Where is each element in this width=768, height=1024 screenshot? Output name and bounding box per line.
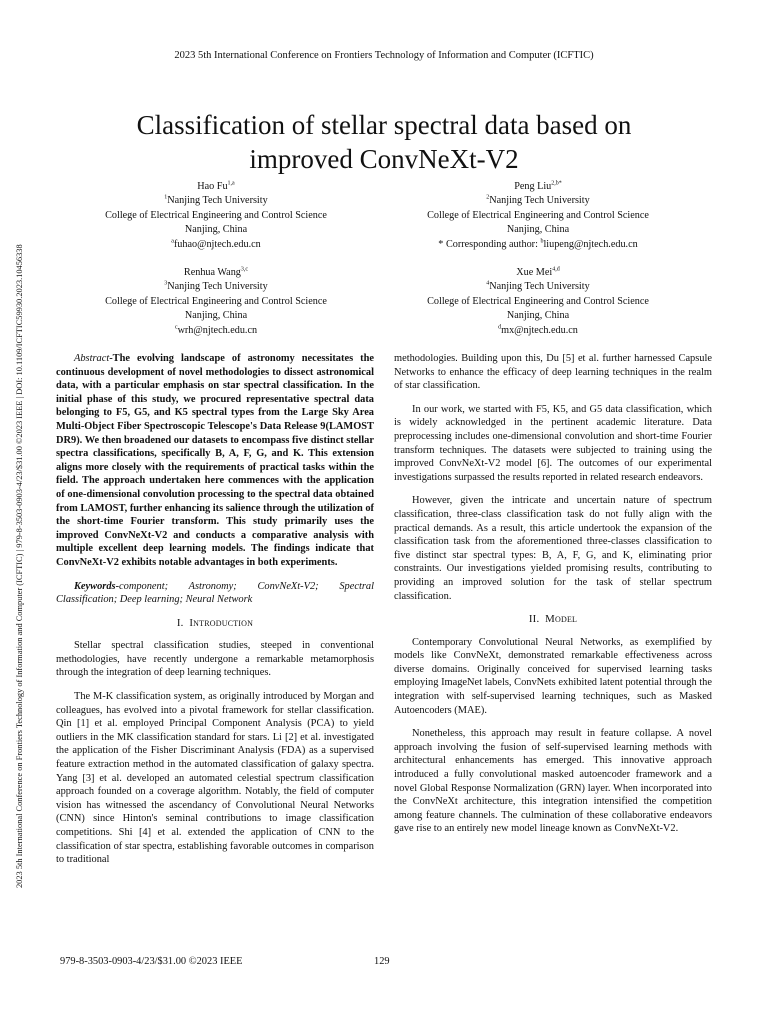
author-city: Nanjing, China [184,224,248,236]
abstract-text: -The evolving landscape of astronomy necessitates the continuous development of novel methodologies to dissect astronomical data, with a particular emphasis on star spectral classification. In the initial phase of this study, we procured representative spectral data belonging to F5, G5, and K5 spectral types from the Large Sky Area Multi-Object Fiber Spectroscopic Telescope's Data Release 9(LAMOST DR9). We then broadened our datasets to encompass five distinct stellar spectra classifications, specifically B, A, F, G, and K. This extension aligns more closely with the requirements of practical tasks within the field. The approach undertaken here commences with the application of one-dimensional convolution processing to the spectral data obtained from LAMOST, further enhancing its salience through the utilization of the short-time Fourier transform. This study primarily uses the improved ConvNeXt-V2 and conducts a comparative analysis with multiple excellent deep learning models. The findings indicate that ConvNeXt-V2 exhibits notable advantages in both experiments. [56,353,374,568]
section-heading-introduction: I. Introduction [176,616,254,629]
author-university: Nanjing Tech University [489,195,590,207]
title-line-1: Classification of stellar spectral data based on [136,110,632,140]
page-number: 129 [374,956,390,967]
title-line-2: improved ConvNeXt-V2 [249,144,519,174]
keywords-paragraph [56,580,374,607]
author-name: Hao Fu [197,181,228,192]
author-city: Nanjing, China [506,224,570,236]
body-paragraph: Nonetheless, this approach may result in feature collapse. A novel approach involving the fusion of self-supervised learning methods with architectural enhancements has emerged. This innovative approach introduced a fully convolutional masked autoencoder framework and a novel Global Response Normalization (GRN) layer. When incorporated into the ConvNeXt architecture, this integration intensified the competition among feature channels. The culmination of these collaborative endeavors gave rise to an entirely new model lineage known as ConvNeXt-V2. [394,728,712,835]
author-college: College of Electrical Engineering and Control Science [427,209,649,221]
author-city: Nanjing, China [184,310,248,322]
section-heading-model: II. Model [528,613,578,626]
author-block-1: Hao Fu$^{1,a}$ $^1$Nanjing Tech University College of Electrical Engineering and Control Science Nanjing, China $^a$fuhao@njtech.edu.cn [66,180,366,252]
body-paragraph: In our work, we started with F5, K5, and G5 data classification, which is widely acknowledged in the pertinent academic literature. Data preprocessing includes one-dimensional convolution and short-time Fourier transform techniques. The datasets were subjected to training using the improved ConvNeXt-V2 model [6]. The outcomes of our experimental investigations surpassed the results reported in related research endeavors. [394,403,712,483]
corresponding-author-label: * Corresponding author: [438,238,541,250]
conference-header: 2023 5th International Conference on Frontiers Technology of Information and Computer (ICFTIC) [174,50,594,61]
body-paragraph: However, given the intricate and uncertain nature of spectrum classification, three-class classification task do not fully align with the practical demands. As a result, this article undertook the expansion of the classification task from the aforementioned three-classes classification to five distinct star spectral types: B, A, F, G, and K, eliminating prior constraints. Our investigations yielded promising results, contributing to providing an improved solution for the task of stellar spectrum classification. [394,495,712,602]
body-paragraph: Contemporary Convolutional Neural Networks, as exemplified by models like ConvNeXt, demonstrated remarkable effectiveness across diverse domains. Originally conceived for supervised learning tasks employing ImageNet labels, ConvNets exhibited latent potential through the integration with self-supervised learning techniques, such as Masked Autoencoders (MAE). [394,636,712,716]
right-column [394,352,712,846]
body-paragraph: methodologies. Building upon this, Du [5] et al. further harnessed Capsule Networks to enhance the efficacy of deep learning techniques in the realm of star classification. [394,353,712,392]
author-university: Nanjing Tech University [167,281,268,293]
author-college: College of Electrical Engineering and Control Science [105,295,327,307]
author-name: Renhua Wang [183,267,241,278]
body-paragraph: The M-K classification system, as originally introduced by Morgan and colleagues, has evolved into a pivotal framework for stellar classification. Qin [1] et al. employed Principal Component Analysis (PCA) to yield outliers in the MK classification standard for stars. Li [2] et al. investigated the application of the Fisher Discriminant Analysis (FDA) as a supervised feature extraction method in the automated classification of galaxy spectra. Yang [3] et al. developed an automated celestial spectrum classification approach founded on a coverage algorithm. Notably, the field of computer vision has witnessed the ascendancy of Convolutional Neural Networks (CNN) since Hinton's seminal contributions to image classification competitions. Shi [4] et al. extended the application of CNN to the classification of star spectra, establishing favorable outcomes in comparison to traditional [56,691,374,866]
author-email: mx@njtech.edu.cn [501,324,578,336]
author-email: liupeng@njtech.edu.cn [543,238,638,250]
author-university: Nanjing Tech University [167,195,268,207]
author-block-4: Xue Mei$^{4,d}$ $^4$Nanjing Tech University College of Electrical Engineering and Control Science Nanjing, China $^d$mx@njtech.edu.cn [388,266,688,338]
body-paragraph: Stellar spectral classification studies, steeped in conventional methodologies, have recently undergone a remarkable metamorphosis through the integration of deep learning techniques. [56,640,374,679]
author-college: College of Electrical Engineering and Control Science [105,209,327,221]
abstract-lead: Abstract [74,353,110,364]
doi-sidebar: 2023 5th International Conference on Frontiers Technology of Information and Computer (ICFTIC) | 979-8-3503-0903-4/23/$31.00 ©2023 IEEE | DOI: 10.1109/ICFTIC59930.2023.10456338 [15,244,24,888]
author-college: College of Electrical Engineering and Control Science [427,295,649,307]
left-column [56,352,374,877]
abstract-paragraph [56,352,374,570]
author-city: Nanjing, China [506,310,570,322]
author-block-3: Renhua Wang$^{3,c}$ $^3$Nanjing Tech University College of Electrical Engineering and Control Science Nanjing, China $^c$wrh@njtech.edu.cn [66,266,366,338]
paper-title [60,108,708,176]
author-university: Nanjing Tech University [489,281,590,293]
footer-copyright: 979-8-3503-0903-4/23/$31.00 ©2023 IEEE [60,956,243,967]
keywords-text: component; Astronomy; ConvNeXt-V2; Spectral Classification; Deep learning; Neural Network [56,580,374,606]
author-name: Peng Liu [514,181,552,192]
author-name: Xue Mei [516,267,553,278]
author-block-2: Peng Liu$^{2,b*}$ $^2$Nanjing Tech University College of Electrical Engineering and Control Science Nanjing, China * Corresponding author: $^b$liupeng@njtech.edu.cn [388,180,688,252]
keywords-lead: Keywords- [74,580,120,592]
author-email: fuhao@njtech.edu.cn [173,238,261,250]
author-email: wrh@njtech.edu.cn [177,324,258,336]
